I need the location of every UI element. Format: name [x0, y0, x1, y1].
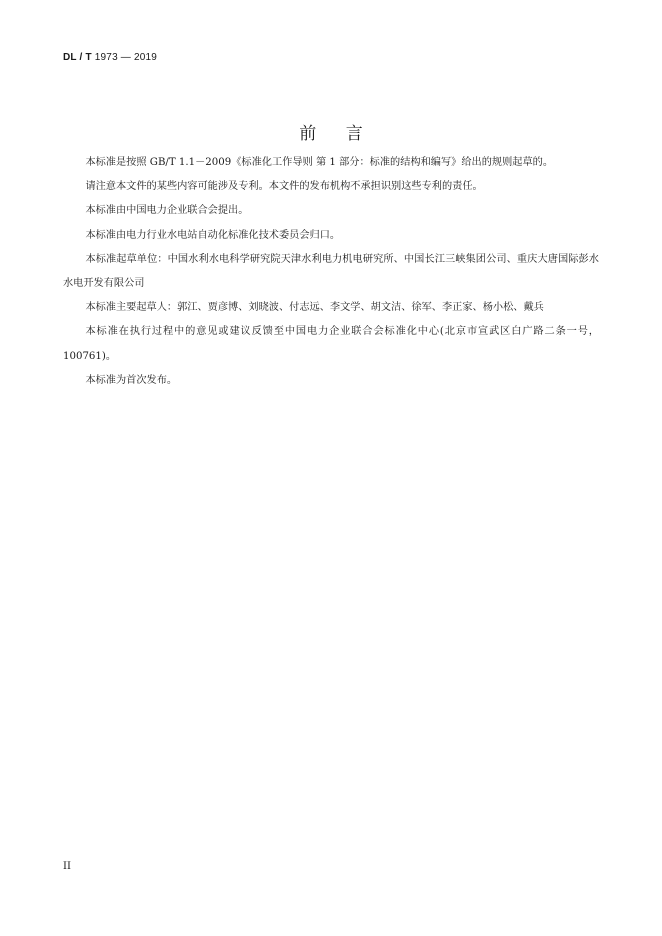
- paragraph-patent-notice: 请注意本文件的某些内容可能涉及专利。本文件的发布机构不承担识别这些专利的责任。: [85, 181, 483, 193]
- paragraph-drafting-units: 本标准起草单位：中国水利水电科学研究院天津水利电力机电研究所、中国长江三峡集团公司、重庆大唐国际彭水水电开发有限公司: [63, 253, 599, 290]
- paragraph-main-drafters: 本标准主要起草人：郭江、贾彦博、刘晓波、付志远、李文学、胡文洁、徐军、李正家、杨小松、戴兵: [85, 302, 544, 314]
- paragraph-responsible-committee: 本标准由电力行业水电站自动化标准化技术委员会归口。: [85, 229, 341, 241]
- paragraph-first-issue: 本标准为首次发布。: [85, 374, 178, 386]
- paragraph-feedback-contact: 本标准在执行过程中的意见或建议反馈至中国电力企业联合会标准化中心(北京市宣武区白广路二条一号，100761)。: [63, 326, 599, 362]
- paragraph-proposer: 本标准由中国电力企业联合会提出。: [85, 205, 249, 217]
- standard-code-prefix: DL / T: [63, 52, 92, 63]
- page-number: II: [63, 861, 71, 872]
- paragraph-drafting-rules: 本标准是按照 GB/T 1.1－2009《标准化工作导则 第 1 部分：标准的结构和编写》给出的规则起草的。: [85, 157, 554, 168]
- standard-code-header: [63, 52, 157, 63]
- foreword-body: [63, 151, 599, 393]
- standard-code-number: 1973 — 2019: [94, 52, 158, 63]
- page-title: 前 言: [299, 124, 375, 144]
